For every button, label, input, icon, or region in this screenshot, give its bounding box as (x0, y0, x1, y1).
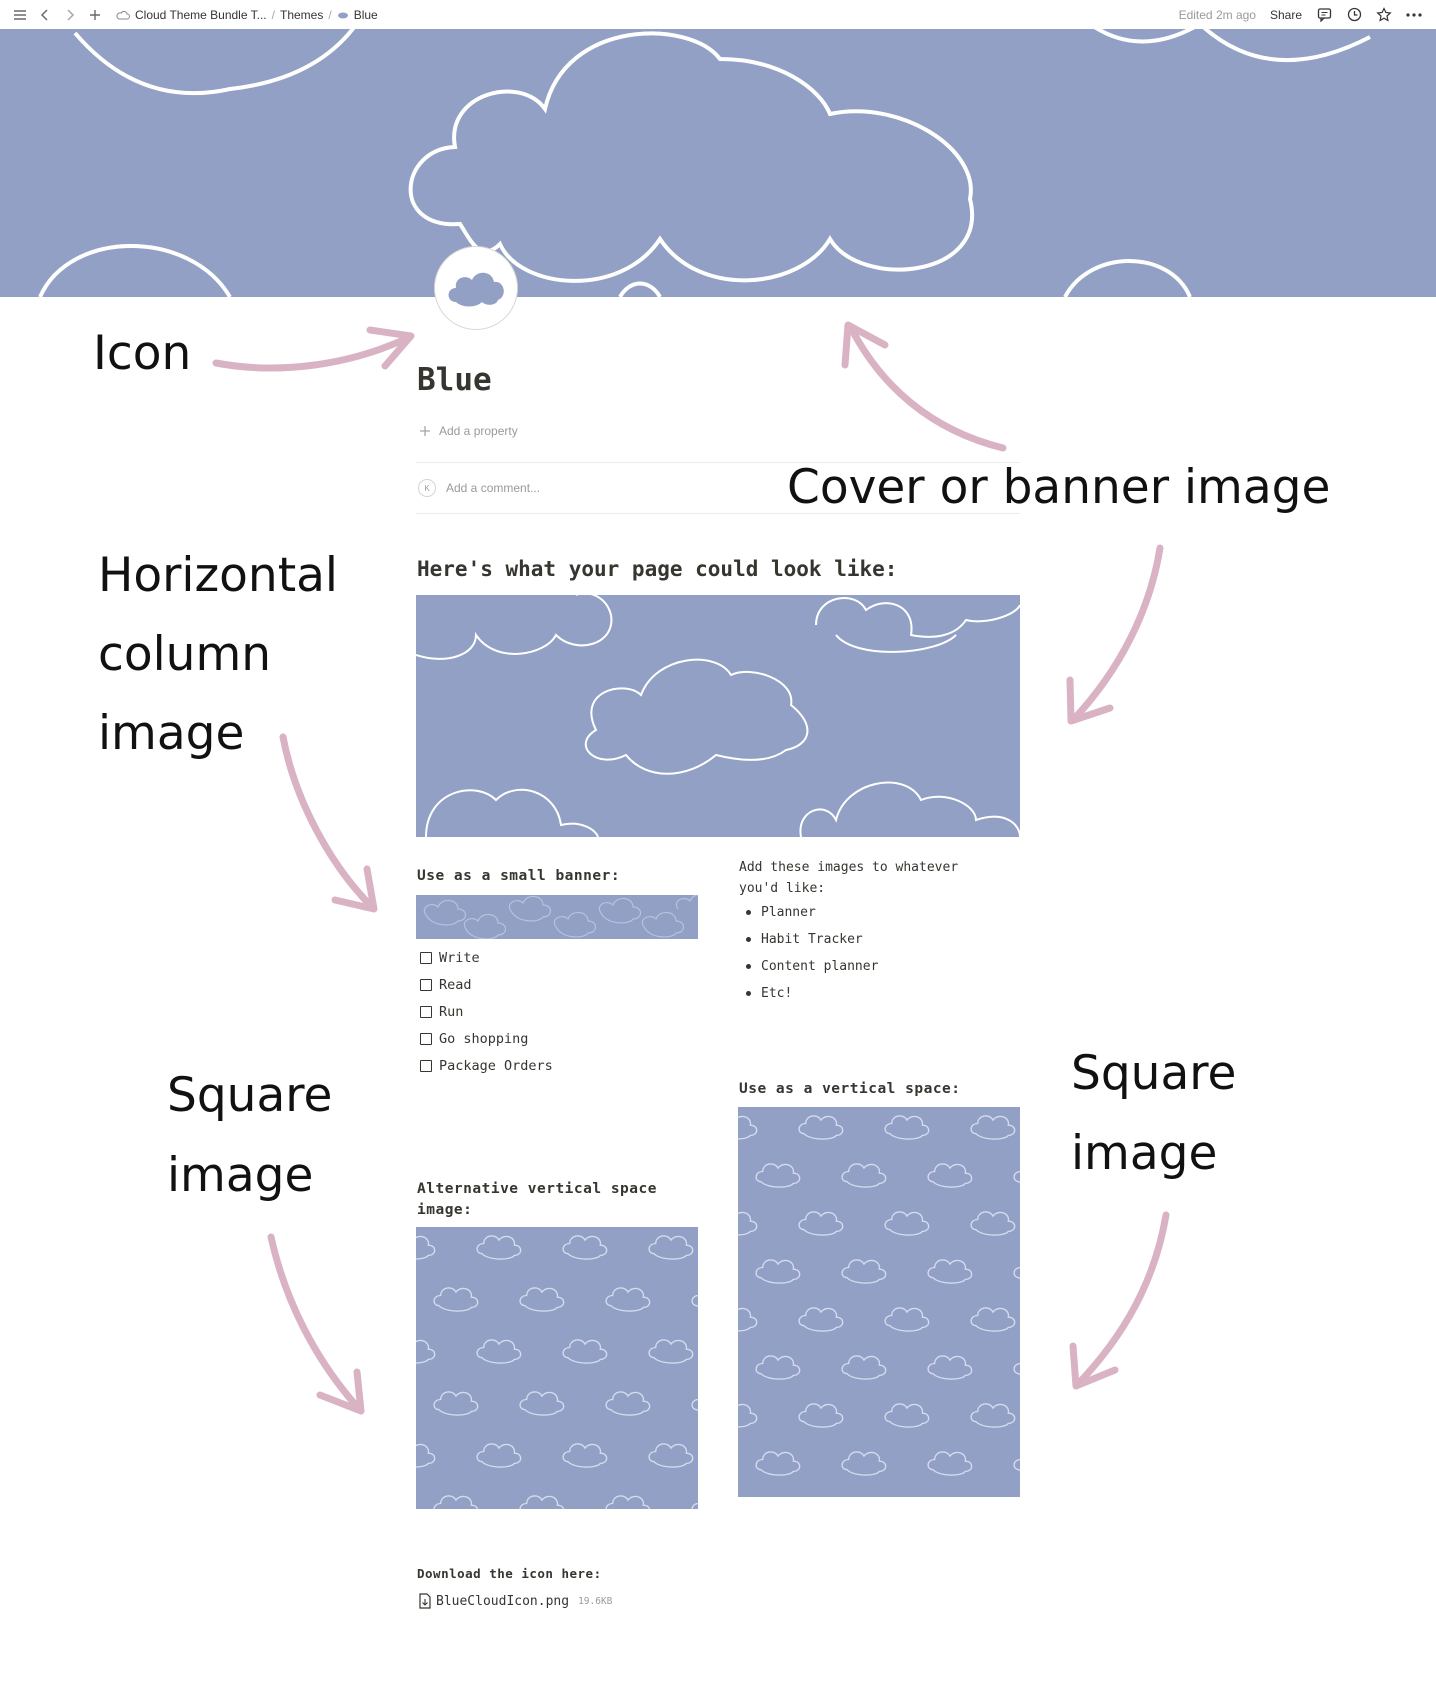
more-options-icon[interactable] (1406, 7, 1422, 23)
add-property-label: Add a property (439, 424, 518, 438)
cloud-outline-icon (606, 1496, 650, 1509)
share-button[interactable]: Share (1269, 7, 1302, 22)
file-attachment[interactable] (418, 1593, 612, 1609)
cloud-outline-icon (842, 1164, 886, 1187)
menu-icon[interactable] (12, 7, 28, 23)
annotation-square-right-1: Square (1071, 1046, 1237, 1101)
breadcrumb-item-bundle[interactable]: Cloud Theme Bundle T... (135, 7, 267, 22)
annotation-icon: Icon (93, 326, 192, 381)
cloud-outline-icon (799, 1404, 843, 1427)
cloud-outline-icon (1014, 1452, 1020, 1475)
blue-cloud-icon (337, 7, 349, 23)
cloud-outline-icon (563, 1340, 607, 1363)
cloud-outline-icon (520, 1496, 564, 1509)
cloud-outline-icon (756, 1164, 800, 1187)
todo-item[interactable] (420, 1031, 528, 1047)
cloud-outline-icon (971, 1116, 1015, 1139)
todo-label: Read (439, 977, 472, 993)
cloud-outline-icon (885, 1308, 929, 1331)
todo-item[interactable] (420, 950, 480, 966)
bullet-dot (746, 991, 751, 996)
cloud-outline-icon (1014, 1164, 1020, 1187)
bullet-dot (746, 964, 751, 969)
alt-vertical-space-image[interactable] (416, 1227, 698, 1509)
cloud-outline-icon (692, 1496, 698, 1509)
add-property-button[interactable] (419, 424, 518, 438)
file-icon (418, 1593, 432, 1609)
cloud-outline-icon (649, 1340, 693, 1363)
annotation-horizontal-2: column (98, 627, 272, 682)
cloud-outline-icon (756, 1260, 800, 1283)
avatar: K (418, 479, 436, 497)
cloud-outline-icon (842, 1260, 886, 1283)
list-item-label: Planner (761, 905, 816, 920)
cloud-outline-icon (416, 1340, 435, 1363)
cloud-outline-icon (971, 1212, 1015, 1235)
cloud-outline-icon (416, 1444, 435, 1467)
cloud-outline-icon (928, 1356, 972, 1379)
breadcrumb-separator: / (271, 7, 275, 22)
cloud-outline-icon (885, 1212, 929, 1235)
blue-cloud-icon (446, 268, 506, 308)
breadcrumb-item-current[interactable]: Blue (353, 7, 378, 22)
file-name: BlueCloudIcon.png (436, 1593, 570, 1609)
forward-icon[interactable] (62, 7, 78, 23)
cloud-pattern-left (416, 1227, 698, 1509)
cloud-outline-icon (477, 1444, 521, 1467)
todo-item[interactable] (420, 1058, 553, 1074)
cloud-outline-icon (692, 1392, 698, 1415)
comment-placeholder: Add a comment... (446, 481, 541, 495)
checkbox[interactable] (420, 979, 432, 991)
annotation-square-left-1: Square (167, 1068, 333, 1123)
cloud-outline-icon (477, 1340, 521, 1363)
cloud-outline-icon (971, 1404, 1015, 1427)
cloud-outline-icon (928, 1260, 972, 1283)
cloud-outline-icon (971, 1308, 1015, 1331)
cloud-outline-icon (1014, 1260, 1020, 1283)
annotation-square-right-2: image (1071, 1126, 1218, 1181)
cloud-outline-icon (434, 1392, 478, 1415)
cloud-outline-icon (649, 1236, 693, 1259)
cloud-outline-icon (928, 1164, 972, 1187)
top-bar (0, 0, 1436, 29)
breadcrumb (116, 7, 378, 23)
page-title[interactable]: Blue (417, 362, 492, 398)
breadcrumb-separator: / (328, 7, 332, 22)
todo-label: Write (439, 950, 480, 966)
cloud-outline-icon (520, 1392, 564, 1415)
checkbox[interactable] (420, 952, 432, 964)
cloud-outline-icon (434, 1496, 478, 1509)
file-size: 19.6KB (578, 1595, 613, 1607)
cloud-outline-icon (799, 1116, 843, 1139)
cloud-outline-icon (692, 1288, 698, 1311)
cloud-outline-icon (606, 1288, 650, 1311)
checkbox[interactable] (420, 1060, 432, 1072)
list-item (746, 932, 863, 947)
cloud-outline-icon (563, 1444, 607, 1467)
new-page-icon[interactable] (87, 7, 103, 23)
list-item (746, 959, 878, 974)
checkbox[interactable] (420, 1033, 432, 1045)
cloud-pattern-right (738, 1107, 1020, 1497)
cloud-outline-icon (738, 1116, 757, 1139)
cloud-outline-icon (928, 1452, 972, 1475)
todo-item[interactable] (420, 1004, 463, 1020)
alt-vertical-space-label: Alternative vertical space image: (417, 1181, 657, 1218)
breadcrumb-item-themes[interactable]: Themes (279, 7, 324, 22)
todo-label: Package Orders (439, 1058, 553, 1074)
cloud-outline-icon (434, 1288, 478, 1311)
cloud-outline-icon (738, 1308, 757, 1331)
annotation-horizontal-1: Horizontal (98, 548, 338, 603)
cloud-outline-icon (885, 1404, 929, 1427)
cloud-outline-icon (738, 1404, 757, 1427)
comments-icon[interactable] (1316, 7, 1332, 23)
cloud-outline-icon (842, 1452, 886, 1475)
cloud-outline-icon (799, 1212, 843, 1235)
bullet-dot (746, 910, 751, 915)
cloud-outline-icon (563, 1236, 607, 1259)
list-item-label: Habit Tracker (761, 932, 863, 947)
cloud-outline-icon (799, 1308, 843, 1331)
small-banner-label: Use as a small banner: (417, 868, 621, 884)
cover-image[interactable] (0, 29, 1436, 297)
todo-label: Run (439, 1004, 464, 1020)
list-item (746, 905, 816, 920)
page-icon[interactable] (434, 246, 518, 330)
list-item-label: Content planner (761, 959, 879, 974)
vertical-space-label: Use as a vertical space: (739, 1081, 961, 1097)
cloud-outline-icon (416, 1236, 435, 1259)
back-icon[interactable] (37, 7, 53, 23)
history-clock-icon[interactable] (1346, 7, 1362, 23)
edited-timestamp: Edited 2m ago (1178, 7, 1256, 22)
todo-label: Go shopping (439, 1031, 529, 1047)
favorite-star-icon[interactable] (1376, 7, 1392, 23)
cloud-outline-icon (520, 1288, 564, 1311)
cloud-outline-icon (477, 1236, 521, 1259)
cloud-outline-icon (842, 1356, 886, 1379)
comment-input[interactable] (418, 479, 540, 497)
list-item-label: Etc! (761, 986, 793, 1001)
plus-icon (419, 425, 431, 437)
list-item (746, 986, 792, 1001)
annotation-cover: Cover or banner image (787, 460, 1331, 515)
content-heading: Here's what your page could look like: (417, 557, 898, 581)
cloud-outline-icon (738, 1212, 757, 1235)
cloud-outline-icon (1014, 1356, 1020, 1379)
horizontal-column-image[interactable] (416, 595, 1020, 837)
download-label: Download the icon here: (417, 1566, 602, 1581)
cloud-outline-icon (116, 7, 130, 23)
todo-item[interactable] (420, 977, 472, 993)
bullet-dot (746, 937, 751, 942)
annotation-horizontal-3: image (98, 706, 245, 761)
checkbox[interactable] (420, 1006, 432, 1018)
small-banner-image[interactable] (416, 895, 698, 939)
cloud-outline-icon (756, 1452, 800, 1475)
cloud-outline-icon (756, 1356, 800, 1379)
cloud-outline-icon (885, 1116, 929, 1139)
add-images-text: Add these images to whatever you'd like: (739, 860, 959, 896)
cloud-outline-icon (649, 1444, 693, 1467)
vertical-space-image[interactable] (738, 1107, 1020, 1497)
cloud-outline-icon (606, 1392, 650, 1415)
annotation-square-left-2: image (167, 1148, 314, 1203)
